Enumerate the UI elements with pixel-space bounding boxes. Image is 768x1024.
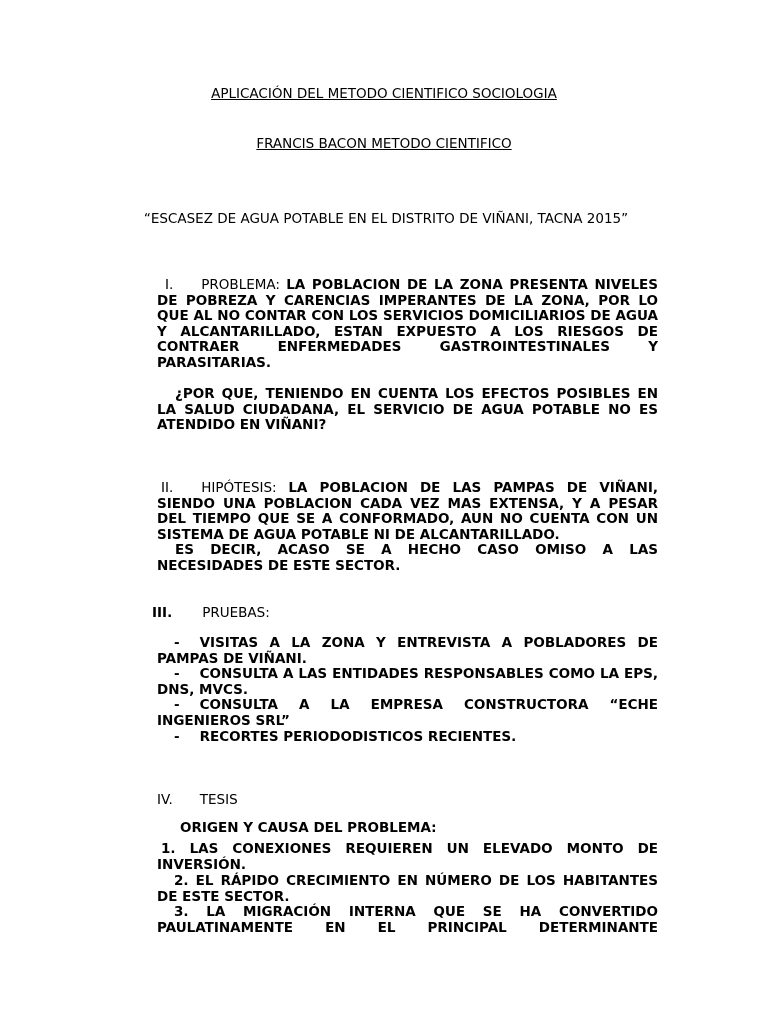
list-item: 3. LA MIGRACIÓN INTERNA QUE SE HA CONVERTIDO PAULATINAMENTE EN EL PRINCIPAL DETERMINANTE — [157, 904, 658, 936]
section-number-4: IV. — [157, 792, 173, 808]
section-number-2: II. — [161, 480, 174, 496]
section-problema — [157, 278, 658, 372]
doc-title-2: FRANCIS BACON METODO CIENTIFICO — [256, 136, 512, 152]
section-tesis — [157, 792, 238, 808]
doc-title-1: APLICACIÓN DEL METODO CIENTIFICO SOCIOLOGIA — [211, 86, 557, 102]
section-label-hipotesis: HIPÓTESIS: — [201, 480, 277, 496]
list-item: 2. EL RÁPIDO CRECIMIENTO EN NÚMERO DE LOS HABITANTES DE ESTE SECTOR. — [157, 873, 659, 905]
section-label-problema: PROBLEMA: — [201, 277, 280, 293]
section-number-1: I. — [165, 277, 174, 293]
section-label-tesis: TESIS — [199, 792, 238, 808]
list-item: - VISITAS A LA ZONA Y ENTREVISTA A POBLADORES DE PAMPAS DE VIÑANI. — [157, 635, 658, 667]
list-item: 1. LAS CONEXIONES REQUIEREN UN ELEVADO MONTO DE INVERSIÓN. — [157, 841, 658, 873]
tesis-subheading: ORIGEN Y CAUSA DEL PROBLEMA: — [180, 820, 437, 836]
section-hipotesis — [157, 481, 658, 543]
section-number-3: III. — [152, 605, 173, 621]
hipotesis-text: LA POBLACION DE LAS PAMPAS DE VIÑANI, SIENDO UNA POBLACION CADA VEZ MAS EXTENSA, Y A PESAR DEL TIEMPO QUE SE A CONFORMADO, AUN NO CUENTA CON UN SISTEMA DE AGUA POTABLE NI DE ALCANTARILLADO. — [157, 480, 658, 543]
list-item: - RECORTES PERIODODISTICOS RECIENTES. — [174, 729, 517, 745]
section-label-pruebas: PRUEBAS: — [202, 605, 270, 621]
list-item: - CONSULTA A LAS ENTIDADES RESPONSABLES COMO LA EPS, DNS, MVCS. — [157, 666, 658, 698]
section-pruebas — [152, 605, 270, 621]
doc-subject-title: “ESCASEZ DE AGUA POTABLE EN EL DISTRITO DE VIÑANI, TACNA 2015” — [143, 211, 629, 227]
problema-text: LA POBLACION DE LA ZONA PRESENTA NIVELES DE POBREZA Y CARENCIAS IMPERANTES DE LA ZONA, POR LO QUE AL NO CONTAR CON LOS SERVICIOS DOMICILIARIOS DE AGUA Y ALCANTARILLADO, ESTAN EXPUESTO A LOS RIESGOS DE CONTRAER ENFERMEDADES GASTROINTESTINALES Y PARASITARIAS. — [157, 277, 658, 371]
problema-question: ¿POR QUE, TENIENDO EN CUENTA LOS EFECTOS POSIBLES EN LA SALUD CIUDADANA, EL SERVICIO DE AGUA POTABLE NO ES ATENDIDO EN VIÑANI? — [157, 386, 658, 434]
hipotesis-continuation: ES DECIR, ACASO SE A HECHO CASO OMISO A LAS NECESIDADES DE ESTE SECTOR. — [157, 542, 658, 574]
list-item: - CONSULTA A LA EMPRESA CONSTRUCTORA “ECHE INGENIEROS SRL” — [157, 697, 658, 729]
